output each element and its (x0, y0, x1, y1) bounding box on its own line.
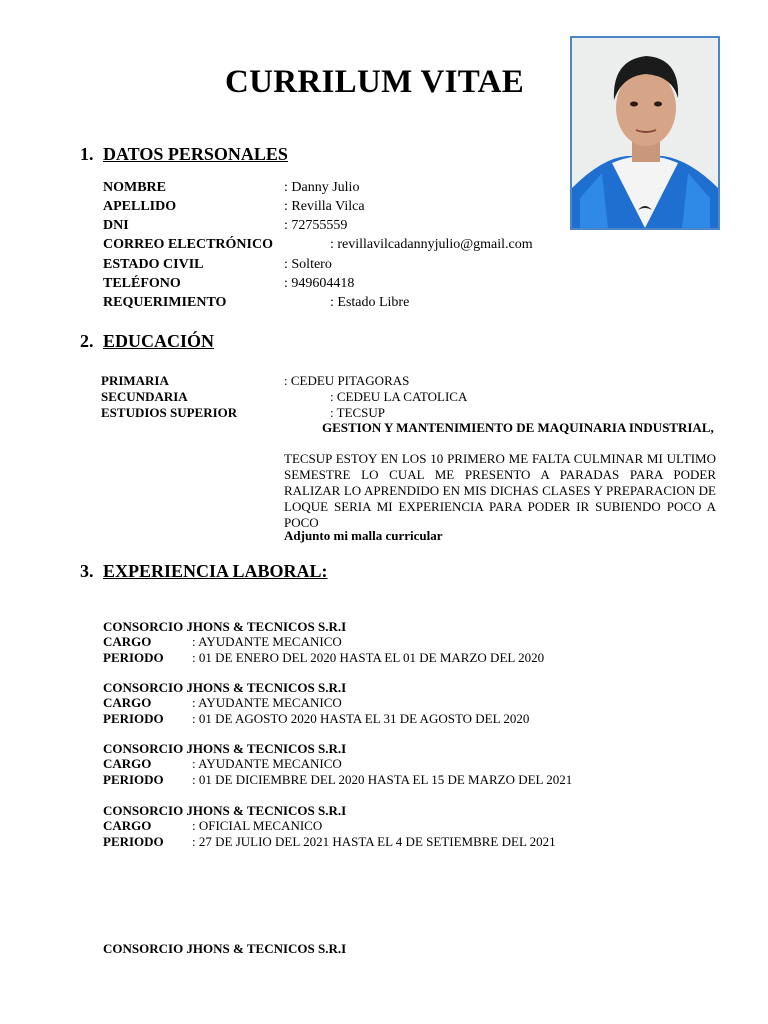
value-requerimiento: : Estado Libre (330, 295, 410, 310)
label-primaria: PRIMARIA (101, 373, 169, 388)
page-title: CURRILUM VITAE (225, 64, 525, 100)
value-secundaria: : CEDEU LA CATOLICA (330, 389, 468, 404)
job-cargo-label: CARGO (103, 756, 152, 771)
job-cargo-label: CARGO (103, 634, 152, 649)
label-secundaria: SECUNDARIA (101, 389, 188, 404)
value-correo: : revillavilcadannyjulio@gmail.com (330, 237, 533, 252)
job-periodo-label: PERIODO (103, 834, 164, 849)
job-company: CONSORCIO JHONS & TECNICOS S.R.I (103, 941, 347, 956)
job-company: CONSORCIO JHONS & TECNICOS S.R.I (103, 619, 347, 634)
value-nombre: : Danny Julio (284, 180, 360, 195)
section-number: 1. (80, 144, 94, 164)
job-periodo-value: : 01 DE AGOSTO 2020 HASTA EL 31 DE AGOSTO DEL 2020 (192, 711, 530, 726)
value-primaria: : CEDEU PITAGORAS (284, 373, 410, 388)
label-apellido: APELLIDO (103, 199, 177, 214)
label-telefono: TELÉFONO (103, 276, 181, 291)
section-title-personal: DATOS PERSONALES (103, 144, 288, 164)
job-periodo-label: PERIODO (103, 650, 164, 665)
job-company: CONSORCIO JHONS & TECNICOS S.R.I (103, 741, 347, 756)
label-estado-civil: ESTADO CIVIL (103, 257, 204, 272)
job-cargo-value: : OFICIAL MECANICO (192, 818, 323, 833)
job-cargo-value: : AYUDANTE MECANICO (192, 634, 342, 649)
value-estudios-superior: : TECSUP (330, 405, 386, 420)
value-apellido: : Revilla Vilca (284, 199, 365, 214)
label-correo: CORREO ELECTRÓNICO (103, 237, 273, 252)
job-cargo-value: : AYUDANTE MECANICO (192, 756, 342, 771)
job-periodo-value: : 01 DE DICIEMBRE DEL 2020 HASTA EL 15 DE MARZO DEL 2021 (192, 772, 573, 787)
section-title-education: EDUCACIÓN (103, 331, 215, 351)
education-description: TECSUP ESTOY EN LOS 10 PRIMERO ME FALTA CULMINAR MI ULTIMO SEMESTRE LO CUAL ME PRESENTO A PARADAS PARA PODER RALIZAR LO APRENDIDO EN MIS DICHAS CLASES Y PREPARACION DE LOQUE SERIA MI EXPERIENCIA PARA PODER IR SUBIENDO POCO A POCO (284, 451, 716, 530)
label-dni: DNI (103, 218, 129, 233)
profile-photo (570, 36, 720, 230)
job-company: CONSORCIO JHONS & TECNICOS S.R.I (103, 803, 347, 818)
label-requerimiento: REQUERIMIENTO (103, 295, 227, 310)
label-estudios-superior: ESTUDIOS SUPERIOR (101, 405, 238, 420)
curriculum-attachment-note: Adjunto mi malla curricular (284, 528, 443, 543)
job-company: CONSORCIO JHONS & TECNICOS S.R.I (103, 680, 347, 695)
section-number: 2. (80, 331, 94, 351)
job-periodo-value: : 01 DE ENERO DEL 2020 HASTA EL 01 DE MARZO DEL 2020 (192, 650, 545, 665)
person-photo-icon (572, 38, 718, 228)
job-cargo-label: CARGO (103, 818, 152, 833)
section-number: 3. (80, 561, 94, 581)
section-title-experience: EXPERIENCIA LABORAL: (103, 561, 328, 581)
job-periodo-label: PERIODO (103, 711, 164, 726)
career-name: GESTION Y MANTENIMIENTO DE MAQUINARIA INDUSTRIAL, (322, 420, 714, 435)
value-estado-civil: : Soltero (284, 257, 332, 272)
label-nombre: NOMBRE (103, 180, 166, 195)
job-cargo-label: CARGO (103, 695, 152, 710)
value-telefono: : 949604418 (284, 276, 355, 291)
value-dni: : 72755559 (284, 218, 348, 233)
job-periodo-value: : 27 DE JULIO DEL 2021 HASTA EL 4 DE SETIEMBRE DEL 2021 (192, 834, 556, 849)
job-periodo-label: PERIODO (103, 772, 164, 787)
job-cargo-value: : AYUDANTE MECANICO (192, 695, 342, 710)
